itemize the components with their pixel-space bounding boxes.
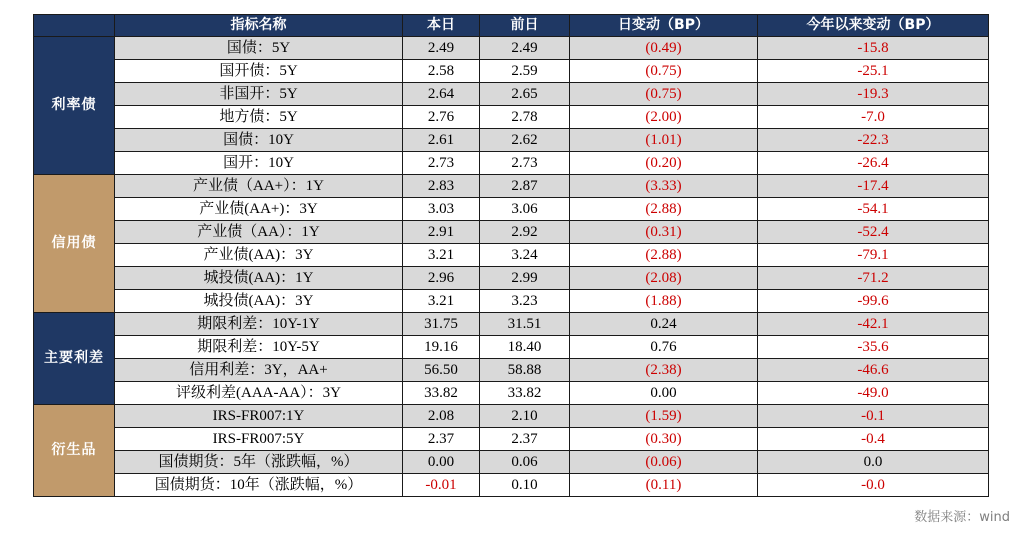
daily-change-cell: 0.76 (570, 336, 758, 359)
today-value-cell: 2.83 (403, 175, 480, 198)
daily-change-cell: (0.75) (570, 83, 758, 106)
daily-change-cell: (0.30) (570, 428, 758, 451)
indicator-name-cell: 地方债：5Y (115, 106, 403, 129)
category-key-spreads: 主要利差 (34, 313, 115, 405)
bond-market-table (33, 14, 989, 497)
daily-change-cell: (1.88) (570, 290, 758, 313)
previous-value-cell: 2.10 (480, 405, 570, 428)
indicator-name-cell: 国债：5Y (115, 37, 403, 60)
today-value-cell: 2.76 (403, 106, 480, 129)
ytd-change-cell: -35.6 (758, 336, 989, 359)
indicator-name-cell: 产业债(AA)：3Y (115, 244, 403, 267)
indicator-name-cell: 信用利差：3Y，AA+ (115, 359, 403, 382)
daily-change-cell: (2.38) (570, 359, 758, 382)
header-ytd-change: 今年以来变动（BP） (758, 15, 989, 37)
ytd-change-cell: 0.0 (758, 451, 989, 474)
ytd-change-cell: -71.2 (758, 267, 989, 290)
indicator-name-cell: 国债期货：10年（涨跌幅，%） (115, 474, 403, 497)
ytd-change-cell: -49.0 (758, 382, 989, 405)
header-corner-cell (34, 15, 115, 37)
today-value-cell: 31.75 (403, 313, 480, 336)
today-value-cell: 2.64 (403, 83, 480, 106)
ytd-change-cell: -0.4 (758, 428, 989, 451)
previous-value-cell: 2.65 (480, 83, 570, 106)
table-row (34, 474, 989, 497)
previous-value-cell: 0.06 (480, 451, 570, 474)
today-value-cell: 2.96 (403, 267, 480, 290)
indicator-name-cell: 期限利差：10Y-1Y (115, 313, 403, 336)
table-row (34, 221, 989, 244)
ytd-change-cell: -0.0 (758, 474, 989, 497)
ytd-change-cell: -46.6 (758, 359, 989, 382)
ytd-change-cell: -15.8 (758, 37, 989, 60)
table-row (34, 313, 989, 336)
today-value-cell: 2.91 (403, 221, 480, 244)
daily-change-cell: (0.11) (570, 474, 758, 497)
header-daily-change: 日变动（BP） (570, 15, 758, 37)
daily-change-cell: (1.01) (570, 129, 758, 152)
category-derivatives: 衍生品 (34, 405, 115, 497)
previous-value-cell: 31.51 (480, 313, 570, 336)
daily-change-cell: (0.31) (570, 221, 758, 244)
table-row (34, 83, 989, 106)
table-row (34, 405, 989, 428)
table-body (34, 37, 989, 497)
indicator-name-cell: IRS-FR007:1Y (115, 405, 403, 428)
previous-value-cell: 3.23 (480, 290, 570, 313)
ytd-change-cell: -26.4 (758, 152, 989, 175)
ytd-change-cell: -99.6 (758, 290, 989, 313)
daily-change-cell: (0.06) (570, 451, 758, 474)
today-value-cell: 2.61 (403, 129, 480, 152)
daily-change-cell: (2.08) (570, 267, 758, 290)
header-indicator-name: 指标名称 (115, 15, 403, 37)
today-value-cell: 3.21 (403, 290, 480, 313)
previous-value-cell: 3.06 (480, 198, 570, 221)
today-value-cell: 3.03 (403, 198, 480, 221)
indicator-name-cell: IRS-FR007:5Y (115, 428, 403, 451)
table-row (34, 382, 989, 405)
ytd-change-cell: -7.0 (758, 106, 989, 129)
daily-change-cell: (0.49) (570, 37, 758, 60)
previous-value-cell: 2.99 (480, 267, 570, 290)
indicator-name-cell: 评级利差(AAA-AA）：3Y (115, 382, 403, 405)
table-row (34, 129, 989, 152)
today-value-cell: 2.73 (403, 152, 480, 175)
previous-value-cell: 2.62 (480, 129, 570, 152)
indicator-name-cell: 产业债(AA+)：3Y (115, 198, 403, 221)
today-value-cell: 2.49 (403, 37, 480, 60)
table-row (34, 359, 989, 382)
ytd-change-cell: -19.3 (758, 83, 989, 106)
daily-change-cell: (0.20) (570, 152, 758, 175)
table-row (34, 244, 989, 267)
today-value-cell: 19.16 (403, 336, 480, 359)
indicator-name-cell: 产业债（AA+）：1Y (115, 175, 403, 198)
header-today: 本日 (403, 15, 480, 37)
previous-value-cell: 2.49 (480, 37, 570, 60)
table-row (34, 428, 989, 451)
indicator-name-cell: 非国开：5Y (115, 83, 403, 106)
previous-value-cell: 2.37 (480, 428, 570, 451)
ytd-change-cell: -17.4 (758, 175, 989, 198)
today-value-cell: 2.58 (403, 60, 480, 83)
ytd-change-cell: -25.1 (758, 60, 989, 83)
today-value-cell: -0.01 (403, 474, 480, 497)
table-row (34, 106, 989, 129)
ytd-change-cell: -0.1 (758, 405, 989, 428)
daily-change-cell: (1.59) (570, 405, 758, 428)
ytd-change-cell: -22.3 (758, 129, 989, 152)
ytd-change-cell: -54.1 (758, 198, 989, 221)
previous-value-cell: 0.10 (480, 474, 570, 497)
today-value-cell: 0.00 (403, 451, 480, 474)
ytd-change-cell: -42.1 (758, 313, 989, 336)
daily-change-cell: (3.33) (570, 175, 758, 198)
indicator-name-cell: 城投债(AA)：3Y (115, 290, 403, 313)
category-credit-bonds: 信用债 (34, 175, 115, 313)
table-header-row (34, 15, 989, 37)
ytd-change-cell: -79.1 (758, 244, 989, 267)
previous-value-cell: 18.40 (480, 336, 570, 359)
daily-change-cell: 0.00 (570, 382, 758, 405)
previous-value-cell: 3.24 (480, 244, 570, 267)
daily-change-cell: (2.88) (570, 198, 758, 221)
previous-value-cell: 2.92 (480, 221, 570, 244)
daily-change-cell: (0.75) (570, 60, 758, 83)
previous-value-cell: 2.59 (480, 60, 570, 83)
indicator-name-cell: 国债期货：5年（涨跌幅，%） (115, 451, 403, 474)
previous-value-cell: 33.82 (480, 382, 570, 405)
table-row (34, 267, 989, 290)
today-value-cell: 2.37 (403, 428, 480, 451)
data-source-note: 数据来源：wind (914, 510, 1010, 525)
indicator-name-cell: 国开债：5Y (115, 60, 403, 83)
previous-value-cell: 2.73 (480, 152, 570, 175)
indicator-name-cell: 国开：10Y (115, 152, 403, 175)
indicator-name-cell: 国债：10Y (115, 129, 403, 152)
table-row (34, 336, 989, 359)
today-value-cell: 33.82 (403, 382, 480, 405)
table-row (34, 60, 989, 83)
today-value-cell: 56.50 (403, 359, 480, 382)
previous-value-cell: 2.87 (480, 175, 570, 198)
ytd-change-cell: -52.4 (758, 221, 989, 244)
daily-change-cell: (2.00) (570, 106, 758, 129)
today-value-cell: 3.21 (403, 244, 480, 267)
table-row (34, 37, 989, 60)
table-row (34, 290, 989, 313)
daily-change-cell: (2.88) (570, 244, 758, 267)
daily-change-cell: 0.24 (570, 313, 758, 336)
previous-value-cell: 2.78 (480, 106, 570, 129)
indicator-name-cell: 产业债（AA）：1Y (115, 221, 403, 244)
table-row (34, 451, 989, 474)
table-row (34, 152, 989, 175)
table-row (34, 175, 989, 198)
table-row (34, 198, 989, 221)
today-value-cell: 2.08 (403, 405, 480, 428)
indicator-name-cell: 期限利差：10Y-5Y (115, 336, 403, 359)
indicator-name-cell: 城投债(AA)：1Y (115, 267, 403, 290)
header-previous-day: 前日 (480, 15, 570, 37)
category-rate-bonds: 利率债 (34, 37, 115, 175)
previous-value-cell: 58.88 (480, 359, 570, 382)
